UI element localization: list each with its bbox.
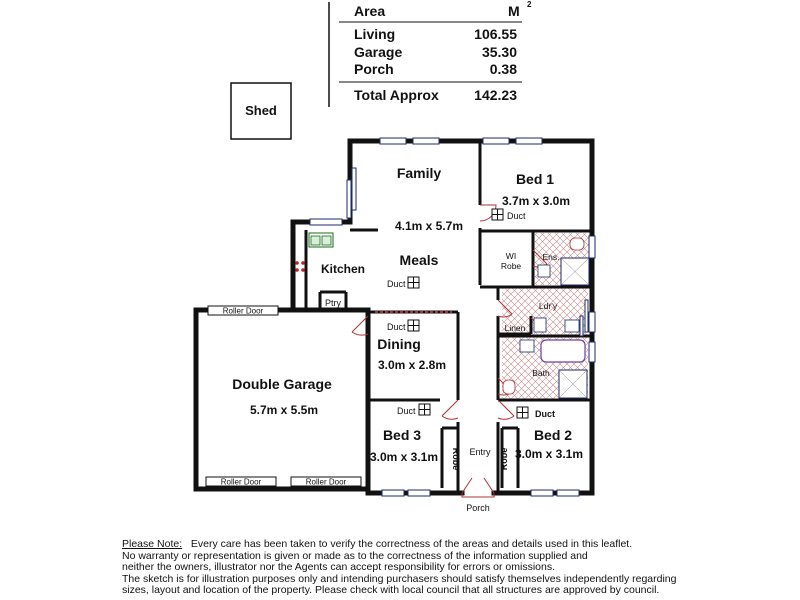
dining-size: 3.0m x 2.8m bbox=[377, 358, 447, 372]
laundry-trough bbox=[565, 320, 579, 332]
bath-basin bbox=[520, 340, 534, 352]
disclaimer-line-2: No warranty or representation is given or made as to the correctness of the information supplied and bbox=[122, 549, 588, 562]
kitchen-sink-bowl-2 bbox=[322, 236, 331, 245]
disclaimer-note bbox=[122, 539, 762, 597]
bed3-size: 3.0m x 3.1m bbox=[369, 450, 439, 464]
bed3-robe-label: Robe bbox=[451, 447, 461, 471]
linen-label: Linen bbox=[504, 323, 526, 333]
pantry-label: Ptry bbox=[324, 298, 342, 308]
laundry-label: Ldr'y bbox=[538, 301, 558, 311]
bed3-duct-label: Duct bbox=[397, 406, 416, 416]
cooktop bbox=[295, 261, 305, 272]
window-bed3-south-2 bbox=[408, 490, 430, 496]
window-bed3-south-1 bbox=[382, 490, 404, 496]
area-row-garage-label: Garage bbox=[354, 44, 403, 60]
area-header-label: Area bbox=[354, 3, 386, 19]
garage-size: 5.7m x 5.5m bbox=[249, 403, 319, 417]
roller-door-south-2-label: Roller Door bbox=[305, 477, 347, 487]
sliding-door-panel-2 bbox=[352, 168, 356, 210]
bed3-label: Bed 3 bbox=[382, 427, 422, 443]
roller-door-south-1-label: Roller Door bbox=[220, 477, 262, 487]
area-total-value: 142.23 bbox=[474, 87, 517, 103]
family-label: Family bbox=[396, 165, 442, 181]
bath-label: Bath bbox=[532, 368, 550, 378]
area-row-porch-value: 0.38 bbox=[489, 61, 517, 77]
window-bed2-south-1 bbox=[531, 490, 553, 496]
porch-steps bbox=[462, 493, 494, 497]
ensuite-label: Ens. bbox=[542, 252, 560, 262]
disclaimer-line-1 bbox=[122, 539, 762, 551]
area-header-unit-sup: 2 bbox=[527, 0, 532, 9]
roller-doors bbox=[206, 306, 361, 487]
bed1-label: Bed 1 bbox=[515, 171, 555, 187]
wi-robe-label-1: WI bbox=[505, 251, 517, 261]
window-kitchen bbox=[310, 219, 342, 225]
garage-label: Double Garage bbox=[232, 376, 332, 392]
door-bed2 bbox=[498, 400, 514, 419]
window-family-north-2 bbox=[413, 138, 439, 144]
porch-step bbox=[462, 493, 494, 497]
area-row-garage-value: 35.30 bbox=[481, 44, 517, 60]
meals-label: Meals bbox=[399, 252, 439, 268]
area-header-unit: M bbox=[508, 3, 520, 19]
wi-robe-label-2: Robe bbox=[500, 261, 522, 271]
bed2-size: 3.0m x 3.1m bbox=[514, 447, 584, 461]
duct-icon bbox=[517, 407, 528, 418]
bath-toilet bbox=[503, 380, 515, 394]
roller-door-north-label: Roller Door bbox=[222, 306, 264, 316]
entry-label: Entry bbox=[469, 447, 491, 457]
area-table bbox=[329, 0, 532, 107]
dining-label: Dining bbox=[377, 336, 421, 352]
bed1-size: 3.7m x 3.0m bbox=[501, 194, 571, 208]
disclaimer-text-1: Every care has been taken to verify the correctness of the areas and details used in this leaflet. bbox=[190, 538, 633, 550]
meals-duct-label: Duct bbox=[387, 279, 406, 289]
dining-duct-label: Duct bbox=[387, 322, 406, 332]
window-bed2-south-2 bbox=[557, 490, 579, 496]
kitchen-sink-bowl-1 bbox=[311, 236, 320, 245]
laundry-slider-1 bbox=[585, 300, 588, 332]
window-bed1-north-2 bbox=[516, 138, 542, 144]
ensuite-toilet bbox=[570, 238, 584, 250]
shed bbox=[231, 83, 291, 139]
window-family-north-1 bbox=[380, 138, 406, 144]
ensuite-basin bbox=[538, 265, 550, 277]
porch-label: Porch bbox=[466, 503, 490, 513]
laundry-washer bbox=[534, 318, 546, 332]
duct-icon bbox=[408, 320, 419, 331]
window-ensuite bbox=[589, 236, 595, 258]
bed2-duct-label: Duct bbox=[535, 409, 555, 419]
window-laundry bbox=[589, 312, 595, 332]
window-bath bbox=[589, 342, 595, 362]
door-bed3 bbox=[442, 400, 458, 419]
disclaimer-heading: Please Note: bbox=[122, 538, 183, 550]
family-size: 4.1m x 5.7m bbox=[394, 219, 464, 233]
window-bed1-north-1 bbox=[483, 138, 509, 144]
area-row-porch-label: Porch bbox=[354, 61, 394, 77]
area-row-living-value: 106.55 bbox=[474, 26, 517, 42]
disclaimer-line-3: neither the owners, illustrator nor the Agents can accept responsibility for errors or omissions. bbox=[122, 561, 556, 574]
bed2-robe-label: Robe bbox=[499, 447, 509, 471]
bed2-label: Bed 2 bbox=[533, 427, 573, 443]
duct-icon bbox=[492, 209, 503, 220]
duct-icon bbox=[408, 277, 419, 288]
disclaimer-line-5: sizes, layout and location of the property. Please check with local council that all structures are approved by council. bbox=[122, 584, 660, 597]
kitchen-label: Kitchen bbox=[321, 262, 366, 276]
bath-tub bbox=[541, 340, 585, 362]
duct-icon bbox=[419, 404, 430, 415]
disclaimer-line-4: The sketch is for illustration purposes only and intending purchasers should satisfy themselves independently regarding bbox=[122, 572, 677, 585]
laundry-slider-2 bbox=[580, 316, 583, 336]
area-total-label: Total Approx bbox=[354, 87, 439, 103]
area-row-living-label: Living bbox=[354, 26, 396, 42]
sliding-door-panel-1 bbox=[347, 180, 351, 218]
bed1-duct-label: Duct bbox=[507, 211, 526, 221]
door-entry bbox=[462, 478, 494, 493]
shed-label: Shed bbox=[245, 103, 277, 118]
